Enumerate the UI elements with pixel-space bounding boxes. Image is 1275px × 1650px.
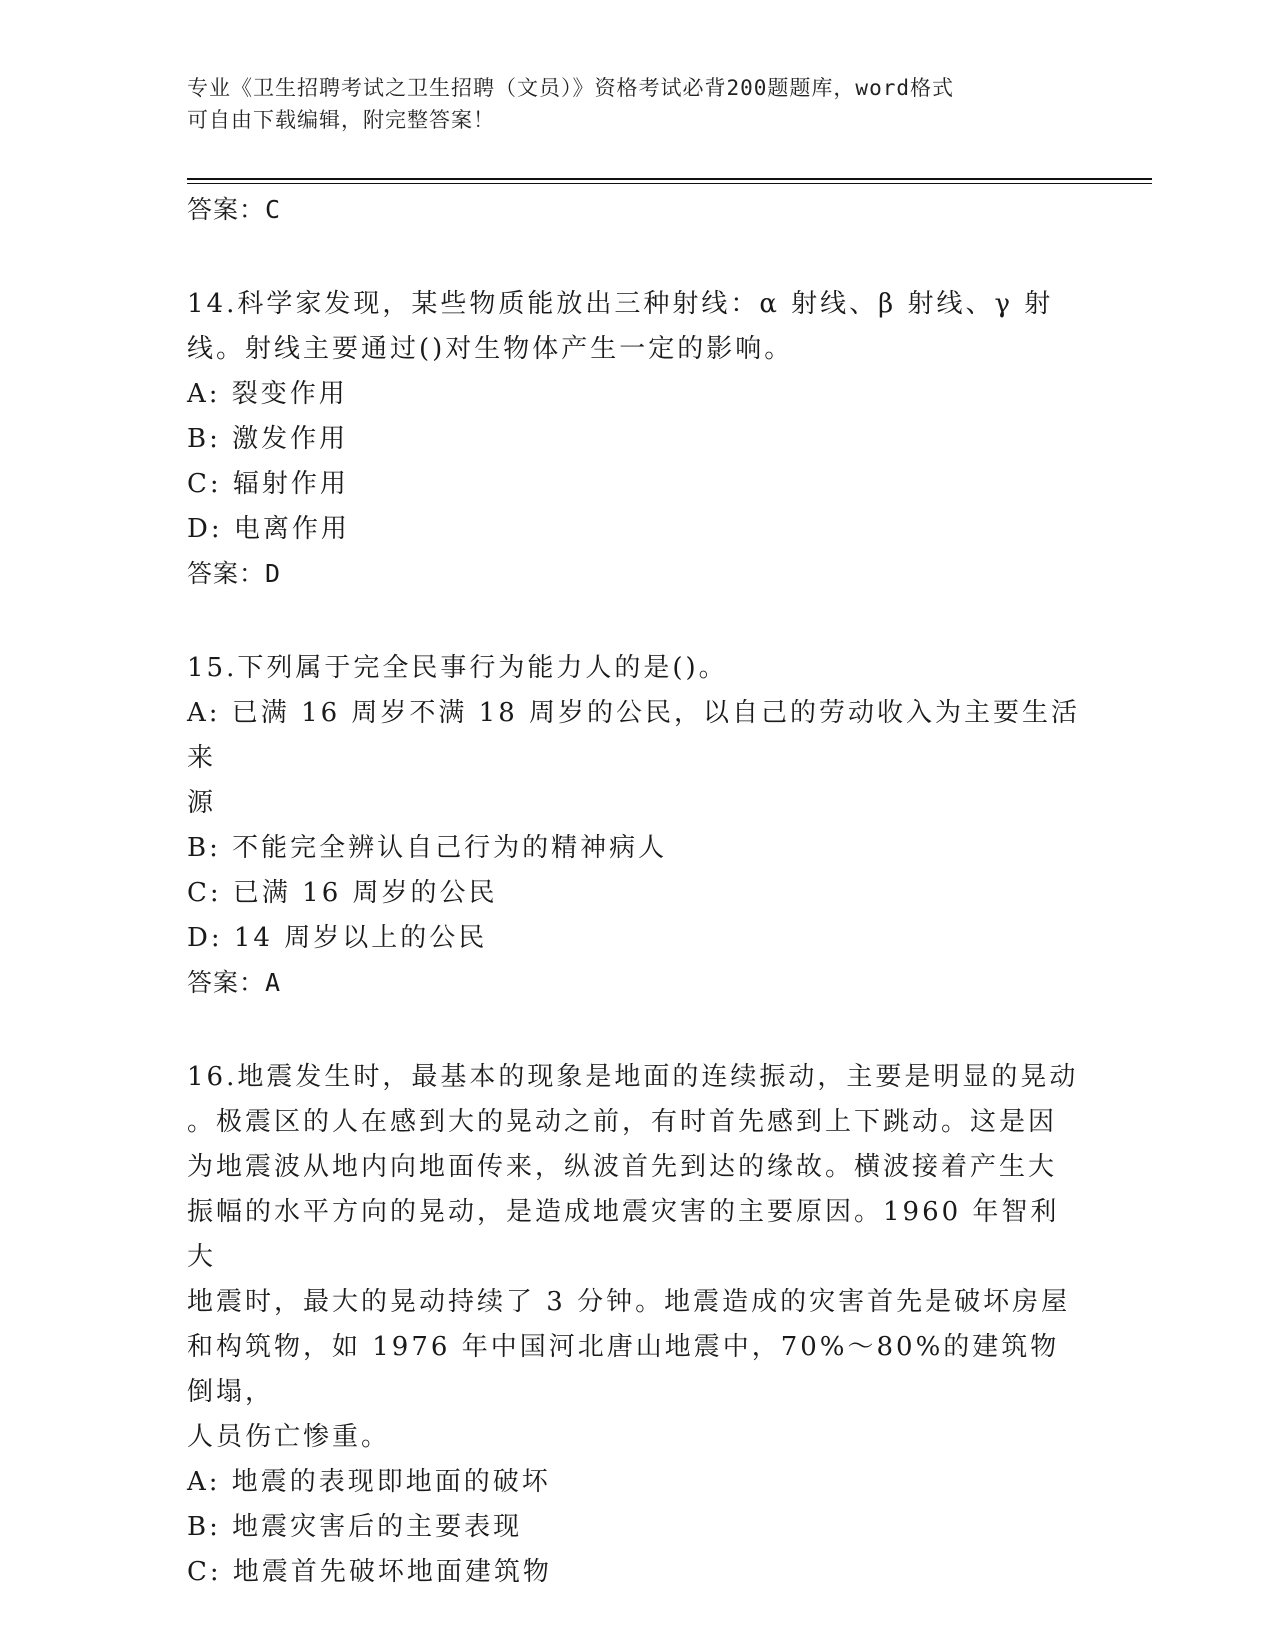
document-body — [187, 188, 1087, 1595]
question-line: 线。射线主要通过()对生物体产生一定的影响。 — [187, 334, 794, 364]
question-line: 人员伤亡惨重。 — [187, 1422, 391, 1452]
option-c: C: 辐射作用 — [187, 469, 349, 499]
answer-line: 答案：D — [187, 559, 282, 588]
option-a: A: 已满 16 周岁不满 18 周岁的公民，以自己的劳动收入为主要生活来 — [187, 698, 1081, 773]
page-header — [187, 72, 1067, 136]
question-line: 振幅的水平方向的晃动，是造成地震灾害的主要原因。1960 年智利大 — [187, 1197, 1060, 1272]
question-text — [187, 646, 1087, 691]
question-16 — [187, 1055, 1087, 1595]
option-a-continued: 源 — [187, 788, 217, 818]
question-line: 16.地震发生时，最基本的现象是地面的连续振动，主要是明显的晃动 — [187, 1062, 1079, 1092]
option-a: A: 地震的表现即地面的破坏 — [187, 1467, 551, 1497]
question-text — [187, 1055, 1087, 1460]
question-line: 和构筑物，如 1976 年中国河北唐山地震中，70%～80%的建筑物倒塌， — [187, 1332, 1060, 1407]
header-divider-thin — [187, 183, 1152, 184]
question-line: 15.下列属于完全民事行为能力人的是()。 — [187, 653, 728, 683]
question-line: 为地震波从地内向地面传来，纵波首先到达的缘故。横波接着产生大 — [187, 1152, 1058, 1182]
answer-line: 答案：A — [187, 968, 282, 997]
option-c: C: 已满 16 周岁的公民 — [187, 878, 498, 908]
option-b: B: 激发作用 — [187, 424, 349, 454]
option-b: B: 地震灾害后的主要表现 — [187, 1512, 523, 1542]
option-a: A: 裂变作用 — [187, 379, 348, 409]
question-line: 地震时，最大的晃动持续了 3 分钟。地震造成的灾害首先是破坏房屋 — [187, 1287, 1071, 1317]
header-title-line-2: 可自由下载编辑，附完整答案！ — [187, 108, 495, 132]
option-c: C: 地震首先破坏地面建筑物 — [187, 1557, 552, 1587]
answer-line: 答案：C — [187, 195, 282, 224]
option-b: B: 不能完全辨认自己行为的精神病人 — [187, 833, 668, 863]
question-15 — [187, 646, 1087, 1005]
question-14 — [187, 282, 1087, 596]
header-divider — [187, 178, 1152, 180]
question-line: 14.科学家发现，某些物质能放出三种射线：α 射线、β 射线、γ 射 — [187, 289, 1054, 319]
header-title-line-1: 专业《卫生招聘考试之卫生招聘（文员）》资格考试必背200题题库，word格式 — [187, 76, 954, 100]
question-line: 。极震区的人在感到大的晃动之前，有时首先感到上下跳动。这是因 — [187, 1107, 1058, 1137]
option-d: D: 电离作用 — [187, 514, 350, 544]
question-text — [187, 282, 1087, 372]
option-d: D: 14 周岁以上的公民 — [187, 923, 488, 953]
